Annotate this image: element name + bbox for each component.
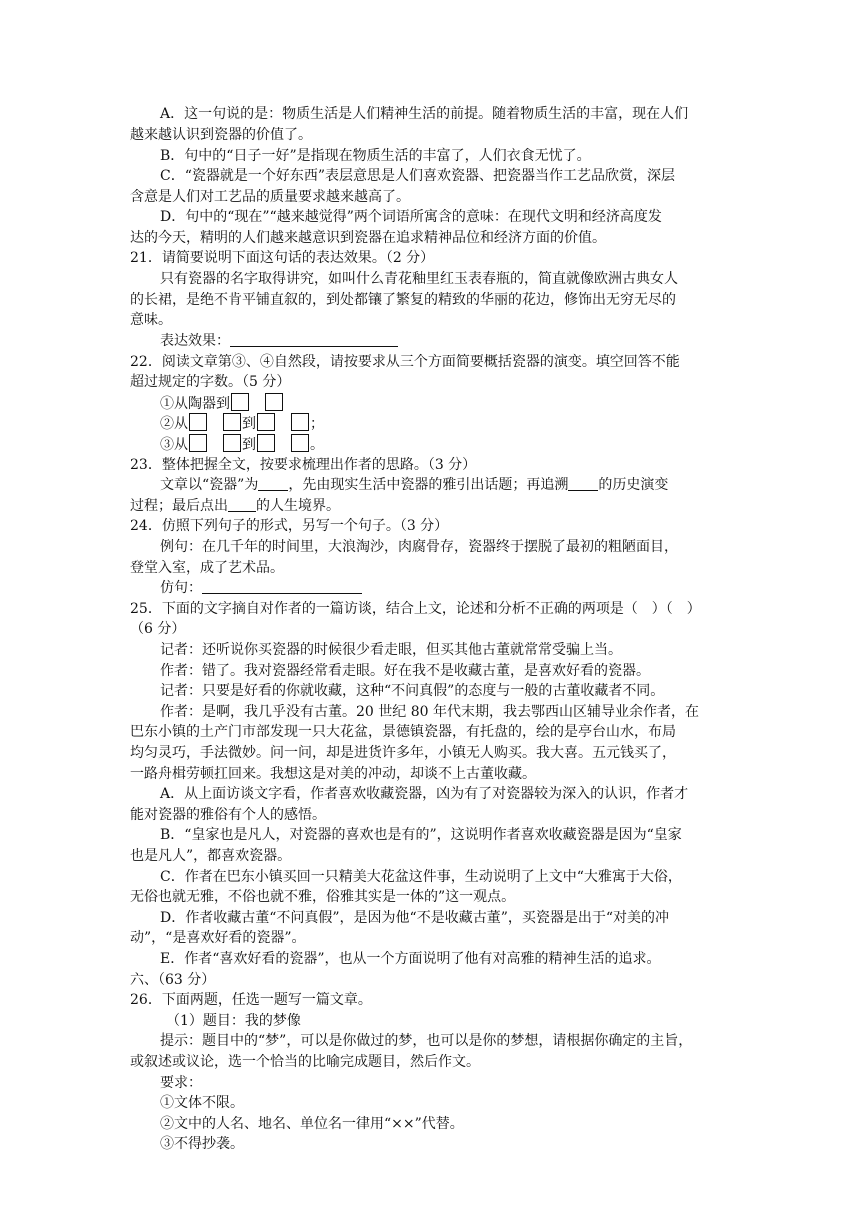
q22-item-3-text: ③从 [160, 437, 188, 453]
q23-line2 [130, 496, 340, 516]
q25-dialog-4-line2: 巴东小镇的土产门市部发现一只大花盆，景德镇瓷器，有托盘的，绘的是亭台山水，布局 [130, 724, 676, 740]
q22-item-2 [160, 413, 324, 433]
q23-blank-2[interactable] [568, 476, 598, 491]
q20-option-c-line2: 含意是人们对工艺品的质量要求越来越高了。 [130, 189, 410, 205]
q25-option-b-line1: B．“皇家也是凡人，对瓷器的喜欢也是有的”，这说明作者喜欢收藏瓷器是因为“皇家 [160, 827, 682, 843]
q26-requirements-label: 要求： [160, 1075, 202, 1091]
q25-option-a-line1: A．从上面访谈文字看，作者喜欢收藏瓷器，凶为有了对瓷器较为深入的认识，作者才 [160, 786, 689, 802]
q25-dialog-4-line4: 一路舟楫劳顿扛回来。我想这是对美的冲动，却谈不上古董收藏。 [130, 766, 536, 782]
q21-answer-blank[interactable] [230, 332, 398, 347]
q21-stem: 21．请简要说明下面这句话的表达效果。（2 分） [130, 250, 435, 266]
answer-box[interactable] [223, 434, 241, 452]
q23-blank-3[interactable] [228, 497, 256, 512]
q22-item-1 [160, 393, 284, 413]
q24-example-line1: 例句：在几千年的时间里，大浪淘沙，肉腐骨存，瓷器终于摆脱了最初的粗陋面目， [160, 539, 678, 555]
q22-item-2-end: ； [310, 416, 324, 432]
q26-requirement-1: ①文体不限。 [160, 1095, 244, 1111]
q20-option-a-line1: A．这一句说的是：物质生活是人们精神生活的前提。随着物质生活的丰富，现在人们 [160, 106, 689, 122]
q26-hint-line2: 或叙述或议论，选一个恰当的比喻完成题目，然后作文。 [130, 1054, 480, 1070]
q21-passage-line3: 意味。 [130, 312, 172, 328]
q22-item-2-mid: 到 [242, 416, 256, 432]
q22-item-1-text: ①从陶器到 [160, 396, 230, 412]
q24-example-line2: 登堂入室，成了艺术品。 [130, 560, 284, 576]
q20-option-b: B．句中的“日子一好”是指现在物质生活的丰富了，人们衣食无忧了。 [160, 148, 591, 164]
q25-option-c-line1: C．作者在巴东小镇买回一只精美大花盆这件事，生动说明了上文中“大雅寓于大俗， [160, 869, 682, 885]
answer-box[interactable] [231, 393, 249, 411]
q26-requirement-2: ②文中的人名、地名、单位名一律用“××”代替。 [160, 1116, 464, 1132]
q22-item-3-mid: 到 [242, 437, 256, 453]
answer-box[interactable] [257, 434, 275, 452]
q21-passage-line2: 的长裙，是绝不肯平铺直叙的，到处都镶了繁复的精致的华丽的花边，修饰出无穷无尽的 [130, 292, 676, 308]
answer-box[interactable] [189, 413, 207, 431]
q22-stem-line1: 22．阅读文章第③、④自然段，请按要求从三个方面简要概括瓷器的演变。填空回答不能 [130, 354, 680, 370]
q20-option-d-line1: D．句中的“现在”“越来越觉得”两个词语所寓含的意味：在现代文明和经济高度发 [160, 209, 662, 225]
q23-stem: 23．整体把握全文，按要求梳理出作者的思路。（3 分） [130, 457, 477, 473]
q25-dialog-1: 记者：还听说你买瓷器的时候很少看走眼，但买其他古董就常常受骗上当。 [160, 642, 622, 658]
q22-item-3-end: 。 [310, 437, 324, 453]
q20-option-c-line1: C．“瓷器就是一个好东西”表层意思是人们喜欢瓷器、把瓷器当作工艺品欣赏，深层 [160, 168, 676, 184]
q21-answer-row [160, 331, 398, 351]
q23-line1-a: 文章以“瓷器”为 [160, 477, 259, 493]
q25-option-e: E．作者“喜欢好看的瓷器”，也从一个方面说明了他有对高雅的精神生活的追求。 [160, 951, 661, 967]
q23-line1 [160, 475, 668, 495]
answer-box[interactable] [291, 434, 309, 452]
q25-dialog-3: 记者：只要是好看的你就收藏，这种“不问真假”的态度与一般的古董收藏者不同。 [160, 683, 665, 699]
q25-option-c-line2: 无俗也就无雅，不俗也就不雅，俗雅其实是一体的”这一观点。 [130, 889, 516, 905]
q24-answer-label: 仿句： [160, 580, 202, 596]
answer-box[interactable] [189, 434, 207, 452]
q20-option-a-line2: 越来越认识到瓷器的价值了。 [130, 127, 312, 143]
q25-stem-line1: 25．下面的文字摘自对作者的一篇访谈，结合上文，论述和分析不正确的两项是（ ）（ ） [130, 601, 701, 617]
q23-line1-b: ，先由现实生活中瓷器的雅引出话题；再追溯 [288, 477, 569, 493]
q26-requirement-3: ③不得抄袭。 [160, 1136, 244, 1152]
q25-option-a-line2: 能对瓷器的雅俗有个人的感悟。 [130, 807, 326, 823]
q23-blank-1[interactable] [258, 476, 288, 491]
section-6-heading: 六、（63 分） [130, 972, 216, 988]
q23-line1-c: 的历史演变 [598, 477, 669, 493]
q25-option-b-line2: 也是凡人”，都喜欢瓷器。 [130, 848, 292, 864]
q26-hint-line1: 提示：题目中的“梦”，可以是你做过的梦，也可以是你的梦想，请根据你确定的主旨， [160, 1033, 693, 1049]
answer-box[interactable] [223, 413, 241, 431]
q25-option-d-line1: D．作者收藏古董“不问真假”，是因为他“不是收藏古董”，买瓷器是出于“对美的冲 [160, 910, 670, 926]
q25-option-d-line2: 动”，“是喜欢好看的瓷器”。 [130, 930, 306, 946]
answer-box[interactable] [257, 413, 275, 431]
q25-dialog-2: 作者：错了。我对瓷器经常看走眼。好在我不是收藏古董，是喜欢好看的瓷器。 [160, 663, 650, 679]
q26-stem: 26．下面两题，任选一题写一篇文章。 [130, 992, 372, 1008]
q24-answer-row [160, 578, 362, 598]
q22-stem-line2: 超过规定的字数。（5 分） [130, 374, 291, 390]
q26-topic-1: （1）题目：我的梦像 [166, 1013, 301, 1029]
q24-stem: 24．仿照下列句子的形式，另写一个句子。（3 分） [130, 518, 449, 534]
q20-option-d-line2: 达的今天，精明的人们越来越意识到瓷器在追求精神品位和经济方面的价值。 [130, 230, 606, 246]
q25-stem-line2: （6 分） [130, 621, 186, 637]
q21-passage-line1: 只有瓷器的名字取得讲究，如叫什么青花釉里红玉表春瓶的，简直就像欧洲古典女人 [160, 271, 678, 287]
q21-answer-label: 表达效果： [160, 333, 230, 349]
answer-box[interactable] [265, 393, 283, 411]
q23-line2-a: 过程；最后点出 [130, 498, 228, 514]
q23-line2-b: 的人生境界。 [256, 498, 340, 514]
q25-dialog-4-line1: 作者：是啊，我几乎没有古董。20 世纪 80 年代末期，我去鄂西山区辅导业余作者，在 [160, 704, 699, 720]
q22-item-2-text: ②从 [160, 416, 188, 432]
q22-item-3 [160, 434, 324, 454]
q24-answer-blank[interactable] [202, 579, 362, 594]
q25-dialog-4-line3: 均匀灵巧，手法微妙。问一问，却是进货许多年，小镇无人购买。我大喜。五元钱买了， [130, 745, 676, 761]
answer-box[interactable] [291, 413, 309, 431]
